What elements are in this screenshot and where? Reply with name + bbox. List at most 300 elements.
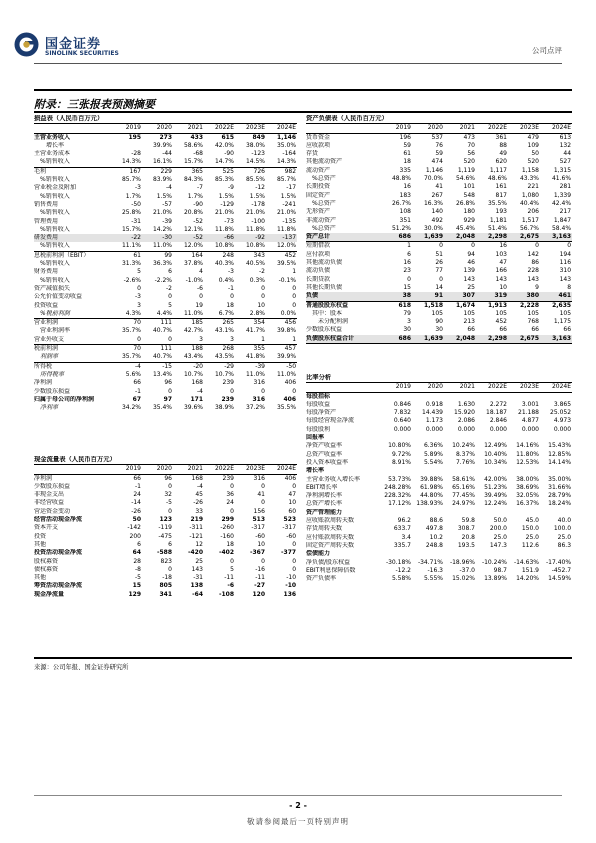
cashflow-row <box>34 524 297 532</box>
balance-cell: 361 <box>495 133 507 141</box>
ratios-row-label: 主营业务收入增长率 <box>306 475 361 483</box>
income-cell: 14.2% <box>152 225 172 233</box>
income-cell: 316 <box>253 379 265 387</box>
income-cell: 0 <box>292 284 297 292</box>
ratios-cell: 6.36% <box>423 442 443 450</box>
balance-row <box>306 292 572 301</box>
income-cell: 365 <box>191 167 203 175</box>
cashflow-cell: -402 <box>218 549 234 557</box>
ratios-row <box>306 417 572 425</box>
income-cell: 273 <box>159 133 172 141</box>
cashflow-cell: -588 <box>156 549 172 557</box>
income-cell: 0 <box>261 284 265 292</box>
ratios-cell: 138.93% <box>416 500 443 508</box>
income-cell: 25.8% <box>121 209 141 217</box>
balance-row-label: 流动负债 <box>306 267 331 275</box>
ratios-cell: 53.73% <box>388 475 411 483</box>
balance-cell: 520 <box>527 158 539 166</box>
balance-cell: 70 <box>467 141 475 149</box>
ratios-cell: 16.37% <box>516 500 539 508</box>
income-cell: 167 <box>129 167 141 175</box>
cashflow-row-label: 筹资活动现金净流 <box>34 582 83 590</box>
ratios-row <box>306 525 572 533</box>
ratios-row <box>306 426 572 434</box>
income-cell: -73 <box>224 217 234 225</box>
ratios-cell: -452.7 <box>551 566 572 574</box>
income-cell: 239 <box>221 395 234 403</box>
ratios-cell <box>508 434 540 442</box>
balance-cell: 2,675 <box>508 335 540 344</box>
balance-cell: 105 <box>431 309 443 317</box>
ratios-cell <box>508 467 540 475</box>
ratios-cell: 24.97% <box>452 500 475 508</box>
ratios-cell <box>444 434 476 442</box>
income-cell: 5 <box>168 301 172 309</box>
balance-cell: 35.5% <box>487 199 507 207</box>
balance-cell: 105 <box>495 309 507 317</box>
income-cell: 21.0% <box>152 209 172 217</box>
income-cell: -3 <box>228 268 234 276</box>
balance-cell: 116 <box>559 259 572 267</box>
income-cell: 354 <box>253 319 265 327</box>
cashflow-cell: 168 <box>191 474 203 482</box>
balance-row <box>306 175 572 183</box>
balance-cell: 56 <box>467 150 475 158</box>
income-row-label: 毛利 <box>34 167 47 175</box>
balance-row <box>306 158 572 166</box>
income-row-label: 少数股东损益 <box>34 387 71 395</box>
cashflow-row <box>34 549 297 557</box>
balance-cell: 51.2% <box>391 224 411 232</box>
income-cell: 31.3% <box>121 260 141 268</box>
income-cell: 38.0% <box>245 141 265 149</box>
cashflow-cell: 0 <box>292 482 297 490</box>
balance-cell: 166 <box>495 267 507 275</box>
cashflow-year-header-spacer <box>34 465 111 474</box>
ratios-cell: 42.00% <box>484 475 507 483</box>
cashflow-row-label: 经营活动现金净流 <box>34 516 83 524</box>
ratios-cell: 18.24% <box>548 500 572 508</box>
cashflow-row-label: 其他 <box>34 574 47 582</box>
cashflow-cell: 41 <box>257 491 265 499</box>
income-cell: 84.3% <box>183 176 203 184</box>
ratios-cell: -34.71% <box>417 558 443 566</box>
income-cell: -164 <box>282 150 297 158</box>
cashflow-row-label: 营运资金变动 <box>34 507 71 515</box>
income-cell: -129 <box>220 200 234 208</box>
balance-cell: 0 <box>439 242 443 250</box>
ratios-row-label: EBIT增长率 <box>306 483 338 491</box>
ratios-cell: -10.24% <box>481 558 507 566</box>
income-row-label: 资产减值损失 <box>34 284 71 292</box>
balance-cell: 3,163 <box>540 335 572 344</box>
income-row <box>34 277 297 285</box>
balance-cell: 1,315 <box>553 166 572 174</box>
income-cell: -3 <box>135 293 141 301</box>
income-cell: 10 <box>257 301 265 309</box>
income-cell: 18 <box>226 301 234 309</box>
income-cell: 37.2% <box>245 404 265 412</box>
cashflow-cell: -64 <box>192 590 203 598</box>
income-cell: 35.0% <box>276 141 297 149</box>
income-cell: 168 <box>191 379 203 387</box>
balance-cell: 520 <box>463 158 475 166</box>
ratios-cell <box>412 392 444 401</box>
balance-year-2024e: 2024E <box>540 124 572 133</box>
ratios-row <box>306 492 572 500</box>
balance-row-label: 普通股股东权益 <box>306 301 349 309</box>
balance-cell: 1,146 <box>425 166 443 174</box>
cashflow-cell: -475 <box>158 532 172 540</box>
income-cell: 726 <box>253 167 265 175</box>
income-cell: 38.9% <box>214 404 234 412</box>
cashflow-cell: 239 <box>222 474 234 482</box>
balance-cell: 461 <box>540 292 572 301</box>
balance-row-label: %总资产 <box>312 199 336 207</box>
income-cell: 85.7% <box>276 176 297 184</box>
income-row-label: 管理费用 <box>34 217 59 225</box>
ratios-cell <box>412 550 444 558</box>
balance-row-label: 长期贷款 <box>306 275 331 283</box>
income-row <box>34 167 297 176</box>
balance-cell: 221 <box>527 183 539 191</box>
balance-cell: 88 <box>499 141 507 149</box>
cashflow-cell: 5 <box>230 565 234 573</box>
income-cell: 452 <box>284 251 297 259</box>
ratios-cell: -16.3 <box>427 566 443 574</box>
income-cell: 239 <box>222 379 234 387</box>
balance-cell: 91 <box>412 292 444 301</box>
income-row <box>34 234 297 242</box>
cashflow-cell: 10 <box>288 499 297 507</box>
cashflow-cell: 47 <box>288 491 297 499</box>
balance-cell: 1,639 <box>412 233 444 242</box>
income-cell: 0 <box>230 293 234 301</box>
ratios-cell: 0.000 <box>425 425 443 433</box>
ratios-cell: 0.000 <box>489 425 507 433</box>
balance-cell: 14 <box>435 283 443 291</box>
ratios-year-header <box>306 383 572 392</box>
income-cell: -100 <box>251 217 265 225</box>
income-cell: 21.0% <box>276 209 297 217</box>
ratios-cell: 147.3 <box>489 541 507 549</box>
ratios-cell: 112.6 <box>521 541 539 549</box>
income-cell: 10.7% <box>183 370 203 378</box>
ratios-cell: 9.72% <box>391 450 411 458</box>
cashflow-cell: 406 <box>284 474 297 482</box>
income-year-2022e: 2022E <box>204 124 235 133</box>
cashflow-cell: 805 <box>159 582 172 590</box>
ratios-cell: 17.12% <box>388 500 411 508</box>
income-cell: 185 <box>191 319 203 327</box>
ratios-cell <box>476 467 508 475</box>
ratios-row <box>306 550 572 558</box>
balance-cell: 213 <box>463 318 475 326</box>
balance-cell: 537 <box>431 133 443 141</box>
income-cell: 35.5% <box>276 404 297 412</box>
balance-cell: 196 <box>399 133 411 141</box>
income-cell: 10.8% <box>235 242 266 251</box>
cashflow-cell: 523 <box>283 516 297 524</box>
income-cell: 982 <box>284 167 297 175</box>
income-row-label: 所得税 <box>34 362 53 370</box>
balance-cell: 1,080 <box>521 191 539 199</box>
ratios-cell: 88.6 <box>429 517 443 525</box>
ratios-row <box>306 409 572 417</box>
income-row-label: 增长率 <box>46 141 65 149</box>
cashflow-cell: -119 <box>158 524 172 532</box>
income-cell: 14.3% <box>111 158 142 167</box>
ratios-cell: 5.55% <box>423 575 443 583</box>
balance-row <box>306 217 572 225</box>
income-cell: 0.3% <box>249 276 265 284</box>
balance-row-label: 长期投资 <box>306 183 331 191</box>
balance-cell: 105 <box>463 309 475 317</box>
income-cell: 1,146 <box>277 133 297 141</box>
income-cell: 6 <box>168 268 172 276</box>
income-cell: -52 <box>173 234 204 242</box>
ratios-row <box>306 459 572 467</box>
income-row-label: 利润率 <box>34 353 111 362</box>
income-cell: 11.8% <box>214 225 234 233</box>
ratios-row <box>306 484 572 492</box>
income-cell: -20 <box>193 362 203 370</box>
ratios-cell: 58.61% <box>452 475 475 483</box>
balance-row <box>306 150 572 158</box>
income-cell: 5 <box>137 268 141 276</box>
income-cell: 1.7% <box>125 192 141 200</box>
balance-cell: 0 <box>407 275 411 283</box>
ratios-cell: 20.8 <box>461 533 475 541</box>
page-header <box>0 0 596 64</box>
income-cell: 85.7% <box>121 176 141 184</box>
income-title: 损益表（人民币百万元） <box>34 115 297 124</box>
ratios-cell: 10.2 <box>429 533 443 541</box>
income-cell: 188 <box>191 345 203 353</box>
balance-cell: 194 <box>559 250 572 258</box>
income-row <box>34 226 297 234</box>
income-cell: 11.0% <box>142 242 173 251</box>
balance-cell: 132 <box>559 141 572 149</box>
balance-cell: 351 <box>399 216 411 224</box>
income-row-label: 投资收益 <box>34 301 59 309</box>
balance-cell: 217 <box>559 208 572 216</box>
ratios-cell: 12.85% <box>548 450 572 458</box>
income-row-label: 销售费用 <box>34 200 59 208</box>
ratios-cell: 98.7 <box>493 566 507 574</box>
balance-cell: 23 <box>403 267 411 275</box>
ratios-row <box>306 517 572 525</box>
balance-cell: 335 <box>399 166 411 174</box>
ratios-cell: 0.640 <box>393 417 411 425</box>
balance-cell: 140 <box>431 208 443 216</box>
cashflow-row-label: 债权募资 <box>34 565 59 573</box>
income-year-2021: 2021 <box>173 124 204 133</box>
ratios-cell: 5.89% <box>423 450 443 458</box>
income-cell: 10.7% <box>214 370 234 378</box>
income-cell: 0 <box>142 336 173 345</box>
balance-row-label: 货币资金 <box>306 133 331 141</box>
income-row-label: 营业利润率 <box>40 327 71 335</box>
balance-cell: 45.4% <box>455 224 475 232</box>
income-cell: -29 <box>224 362 234 370</box>
ratios-row-label: 应收账款周转天数 <box>306 517 355 525</box>
income-cell: 4.3% <box>111 310 142 319</box>
income-cell: 34.2% <box>121 404 141 412</box>
ratios-cell: 248.8 <box>425 541 443 549</box>
income-cell: 39.9% <box>152 141 172 149</box>
income-cell: 11.1% <box>111 242 142 251</box>
cashflow-cell: 0 <box>261 499 265 507</box>
balance-cell: 66 <box>467 326 475 334</box>
ratios-cell: 248.28% <box>384 483 411 491</box>
income-cell: 11.0% <box>173 310 204 319</box>
cashflow-cell: 0 <box>292 557 297 565</box>
balance-cell: 77 <box>435 267 443 275</box>
cashflow-row <box>34 491 297 499</box>
cashflow-cell: 24 <box>133 491 141 499</box>
income-cell: -28 <box>131 150 141 158</box>
balance-row-label: 其他流动资产 <box>306 158 343 166</box>
income-row-label: 税前利润 <box>34 345 59 353</box>
income-cell: 35.7% <box>111 353 142 362</box>
balance-cell: 25 <box>467 283 475 291</box>
ratios-cell: 61.98% <box>420 483 443 491</box>
cashflow-cell: -31 <box>193 574 203 582</box>
cashflow-title-row <box>34 456 297 465</box>
income-cell: -2.6% <box>123 276 141 284</box>
balance-cell: 105 <box>559 309 572 317</box>
cashflow-cell: -10 <box>285 582 297 590</box>
income-cell: 43.4% <box>173 353 204 362</box>
income-cell: 20.8% <box>183 209 203 217</box>
balance-cell: 228 <box>527 267 539 275</box>
ratios-cell: 15.43% <box>548 442 572 450</box>
income-cell: 96 <box>164 379 172 387</box>
balance-row <box>306 167 572 175</box>
balance-cell: 51.4% <box>487 224 507 232</box>
ratios-row-label: 资产负债率 <box>306 575 337 583</box>
cashflow-cell: 341 <box>159 590 172 598</box>
income-row <box>34 242 297 251</box>
income-cell: 265 <box>222 319 234 327</box>
cashflow-year-2019: 2019 <box>111 465 142 474</box>
cashflow-cell: -16 <box>255 565 265 573</box>
cashflow-cell: -121 <box>189 532 203 540</box>
income-cell: 0 <box>168 293 172 301</box>
balance-cell: 143 <box>495 275 507 283</box>
ratios-year-2020: 2020 <box>412 383 444 392</box>
income-row-label: 营业利润 <box>34 319 59 327</box>
income-cell: 40.7% <box>152 327 172 335</box>
balance-row-label: 非流动资产 <box>306 216 337 224</box>
income-cell: 406 <box>284 379 297 387</box>
ratios-row <box>306 401 572 409</box>
income-cell: 5.6% <box>125 370 141 378</box>
cashflow-cell: 32 <box>164 491 172 499</box>
balance-cell: 1,674 <box>456 301 475 309</box>
income-cell: 111 <box>160 345 172 353</box>
income-row <box>34 293 297 301</box>
balance-cell: 61 <box>403 150 411 158</box>
cashflow-cell: -142 <box>127 524 141 532</box>
balance-title-row <box>306 115 572 124</box>
cashflow-cell: 0 <box>292 565 297 573</box>
ratios-cell <box>380 392 412 401</box>
ratios-cell <box>444 392 476 401</box>
balance-cell: 70.0% <box>423 175 443 183</box>
cashflow-cell: -317 <box>251 524 265 532</box>
balance-cell: 281 <box>559 183 572 191</box>
income-cell: -2.2% <box>154 276 172 284</box>
balance-cell: 30.0% <box>423 224 443 232</box>
ratios-row-label: 应付账款周转天数 <box>306 533 355 541</box>
balance-cell: 26 <box>435 259 443 267</box>
ratios-cell: 12.53% <box>516 458 539 466</box>
cashflow-cell: 15 <box>132 582 141 590</box>
balance-cell: 2,048 <box>444 233 476 242</box>
balance-cell: 48.8% <box>391 175 411 183</box>
income-row-label: %销售收入 <box>34 242 111 251</box>
balance-row <box>306 276 572 284</box>
balance-cell: 1,119 <box>457 166 475 174</box>
income-row <box>34 251 297 260</box>
income-row-label: 所得税率 <box>40 370 65 378</box>
income-cell: 43.1% <box>214 327 234 335</box>
balance-title: 资产负债表（人民币百万元） <box>306 115 572 124</box>
appendix-bottom-rule <box>34 111 572 113</box>
income-cell: 99 <box>164 251 172 259</box>
ratios-row-label: 存货周转天数 <box>306 525 343 533</box>
cashflow-cell: 0 <box>261 557 265 565</box>
income-row-label: 主营业务收入 <box>34 133 71 141</box>
ratios-row-label: 固定资产周转天数 <box>306 541 355 549</box>
balance-row <box>306 301 572 310</box>
cashflow-cell: 0 <box>292 540 297 548</box>
balance-row-label: 少数股东权益 <box>306 326 343 334</box>
income-cell: 111 <box>160 319 172 327</box>
income-cell: -92 <box>235 234 266 242</box>
ratios-cell: 335.7 <box>393 541 411 549</box>
balance-row <box>306 310 572 318</box>
income-cell: -1.0% <box>185 276 203 284</box>
cashflow-cell: 129 <box>128 590 141 598</box>
income-cell: 1 <box>235 336 266 345</box>
ratios-row-label: 每股收益 <box>306 400 331 408</box>
ratios-year-2024e: 2024E <box>540 383 572 392</box>
balance-cell: 1 <box>407 242 411 250</box>
balance-cell: 3 <box>407 318 411 326</box>
balance-cell: 613 <box>559 133 572 141</box>
ratios-row-label: 回报率 <box>306 434 325 442</box>
ratios-cell: 0.000 <box>521 425 539 433</box>
balance-cell: 9 <box>535 283 539 291</box>
balance-cell: 1,181 <box>489 216 507 224</box>
income-cell: -1 <box>135 387 141 395</box>
ratios-cell: 96.2 <box>397 517 411 525</box>
income-cell: 0 <box>261 293 265 301</box>
ratios-cell: -18.96% <box>449 558 475 566</box>
balance-cell: 48.6% <box>487 175 507 183</box>
cashflow-row <box>34 558 297 566</box>
balance-cell: 10 <box>499 283 507 291</box>
income-row <box>34 142 297 150</box>
income-cell: 16.1% <box>142 158 173 167</box>
balance-row <box>306 267 572 275</box>
appendix-top-rule <box>34 89 572 91</box>
balance-cell: 41.6% <box>551 175 572 183</box>
balance-row <box>306 225 572 233</box>
